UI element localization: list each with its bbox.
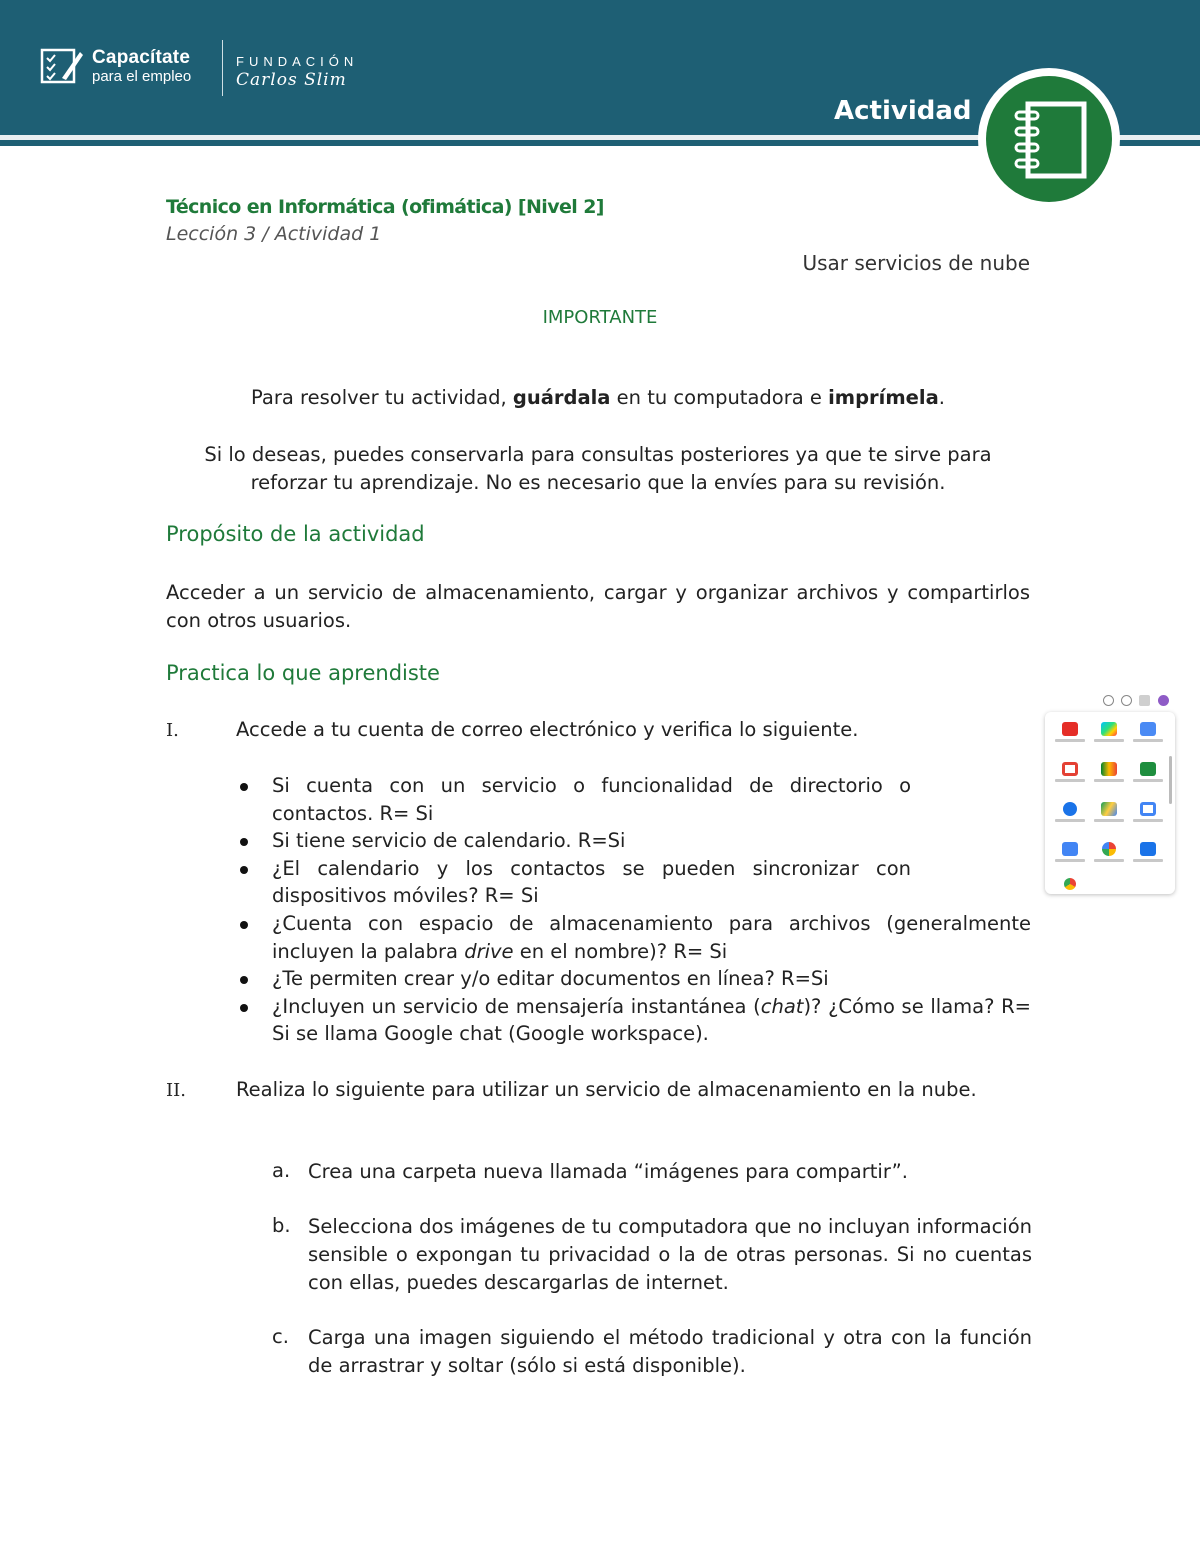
calendar-icon: [1133, 722, 1163, 742]
chat-icon: [1133, 762, 1163, 782]
section-1-text: Accede a tu cuenta de correo electrónico y verifica lo siguiente.: [236, 718, 859, 741]
drive-icon: [1094, 802, 1124, 822]
avatar: [1158, 695, 1169, 706]
step-a-letter: a.: [272, 1159, 291, 1182]
list-item: Si cuenta con un servicio o funcionalidad de directorio o contactos. R= Si: [236, 772, 911, 827]
bullet-icon: [240, 783, 248, 791]
purpose-heading: Propósito de la actividad: [166, 522, 425, 546]
app-launcher-screenshot: [1045, 690, 1177, 896]
chrome-icon: [1055, 878, 1085, 890]
gmail-icon: [1055, 762, 1085, 782]
section-1-numeral: I.: [166, 720, 179, 741]
practice-heading: Practica lo que aprendiste: [166, 661, 440, 685]
launcher-panel: [1045, 712, 1175, 894]
list-item: Si tiene servicio de calendario. R=Si: [236, 827, 911, 855]
section-2-text: Realiza lo siguiente para utilizar un servicio de almacenamiento en la nube.: [236, 1078, 977, 1101]
activity-label: Actividad: [834, 96, 972, 126]
logo-subtitle: para el empleo: [92, 68, 192, 85]
notebook-icon: [1006, 98, 1092, 184]
section-2-numeral: II.: [166, 1080, 186, 1101]
step-b-letter: b.: [272, 1214, 291, 1237]
scrollbar: [1169, 756, 1172, 804]
launcher-toolbar: [1045, 690, 1177, 712]
fundacion-signature: Carlos Slim: [236, 70, 347, 90]
intro-paragraph-1: Para resolver tu actividad, guárdala en tu computadora e imprímela.: [251, 386, 945, 409]
bullet-icon: [240, 1004, 248, 1012]
gear-icon: [1121, 695, 1132, 706]
help-icon: [1103, 695, 1114, 706]
topic-title: Usar servicios de nube: [802, 251, 1030, 275]
calendar-icon: [1133, 802, 1163, 822]
photos-icon: [1094, 842, 1124, 862]
capacitate-logo: [40, 46, 191, 86]
list-item: ¿Incluyen un servicio de mensajería instantánea (chat)? ¿Cómo se llama? R= Si se llama Google chat (Google workspace).: [236, 993, 1031, 1048]
apps-grid-icon: [1139, 695, 1150, 706]
step-c-text: Carga una imagen siguiendo el método tradicional y otra con la función de arrastrar y soltar (sólo si está disponible).: [308, 1326, 1032, 1377]
logo-title: Capacítate: [92, 47, 191, 68]
intro-paragraph-2: Si lo deseas, puedes conservarla para consultas posteriores ya que te sirve para reforzar tu aprendizaje. No es necesario que la envíes para su revisión.: [204, 443, 992, 494]
fundacion-label: FUNDACIÓN: [236, 54, 359, 69]
list-item: ¿Te permiten crear y/o editar documentos en línea? R=Si: [236, 965, 1031, 993]
youtube-icon: [1055, 722, 1085, 742]
bullet-icon: [240, 866, 248, 874]
checklist: [236, 772, 1031, 1048]
course-title: Técnico en Informática (ofimática) [Nivel 2]: [166, 196, 604, 218]
lesson-subtitle: Lección 3 / Actividad 1: [166, 223, 382, 245]
translate-icon: [1055, 842, 1085, 862]
contacts-icon: [1055, 802, 1085, 822]
step-c-letter: c.: [272, 1325, 289, 1348]
list-item: ¿El calendario y los contactos se pueden sincronizar con dispositivos móviles? R= Si: [236, 855, 911, 910]
fundacion-logo: [236, 54, 358, 90]
logo-divider: [222, 40, 223, 96]
purpose-text: Acceder a un servicio de almacenamiento, cargar y organizar archivos y compartirlos con otros usuarios.: [166, 581, 1030, 632]
meet-icon: [1094, 762, 1124, 782]
duo-icon: [1133, 842, 1163, 862]
step-a-text: Crea una carpeta nueva llamada “imágenes para compartir”.: [308, 1160, 908, 1183]
checklist-icon: [40, 46, 84, 86]
play-icon: [1094, 722, 1124, 742]
important-heading: IMPORTANTE: [542, 307, 658, 328]
bullet-icon: [240, 921, 248, 929]
bullet-icon: [240, 838, 248, 846]
step-b-text: Selecciona dos imágenes de tu computadora que no incluyan información sensible o expongan tu privacidad o la de otras personas. Si no cuentas con ellas, puedes descargarlas de internet.: [308, 1215, 1032, 1294]
bullet-icon: [240, 976, 248, 984]
list-item: ¿Cuenta con espacio de almacenamiento para archivos (generalmente incluyen la palabra drive en el nombre)? R= Si: [236, 910, 1031, 965]
